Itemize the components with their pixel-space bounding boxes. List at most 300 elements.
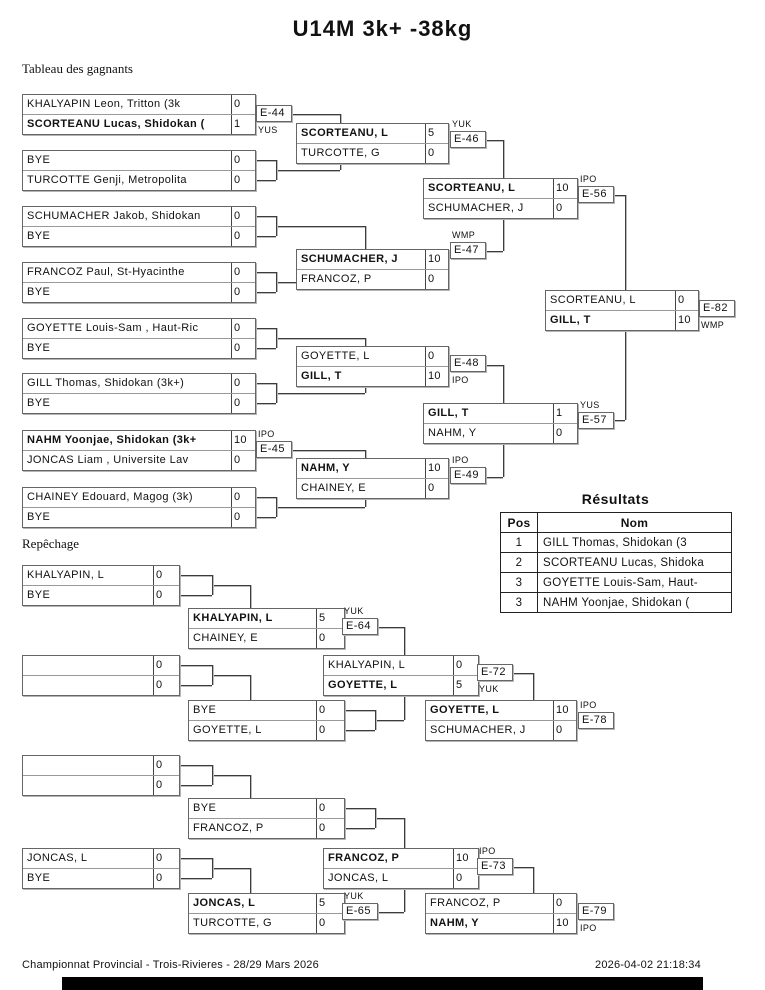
bracket-line	[290, 114, 340, 115]
match-row	[189, 701, 344, 720]
bracket-line	[212, 575, 213, 595]
match-box	[296, 458, 449, 499]
bracket-line	[178, 878, 212, 879]
bracket-line	[533, 867, 534, 893]
player-score: 0	[553, 199, 577, 218]
match-number-tag: E-82	[699, 300, 735, 317]
results-header-pos: Pos	[501, 513, 538, 533]
player-score: 0	[316, 629, 344, 648]
match-number-tag: E-46	[450, 131, 486, 148]
player-name: FRANCOZ, P	[328, 852, 400, 864]
bracket-line	[343, 808, 375, 809]
player-score: 0	[316, 819, 344, 838]
match-row	[23, 374, 255, 393]
match-row	[23, 775, 179, 795]
win-type-label: WMP	[701, 320, 725, 330]
match-row	[324, 656, 478, 675]
match-row	[23, 675, 179, 695]
bracket-line	[250, 585, 251, 608]
bracket-line	[343, 730, 375, 731]
player-score: 0	[231, 488, 255, 507]
bracket-line	[290, 450, 365, 451]
bracket-line	[254, 180, 276, 181]
player-score: 0	[231, 171, 255, 190]
player-name: FRANCOZ Paul, St-Hyacinthe	[27, 266, 185, 278]
match-row	[297, 366, 448, 386]
player-name: GILL, T	[301, 370, 342, 382]
match-box	[22, 487, 256, 528]
player-name: NAHM, Y	[430, 917, 480, 929]
bracket-line	[178, 858, 212, 859]
match-row	[297, 124, 448, 143]
match-box	[22, 206, 256, 247]
match-number-tag: E-56	[578, 186, 614, 203]
player-name	[23, 756, 153, 775]
win-type-label: IPO	[580, 700, 597, 710]
player-name: BYE	[27, 342, 51, 354]
bracket-line	[178, 765, 212, 766]
player-name: KHALYAPIN, L	[27, 569, 105, 581]
bracket-line	[375, 720, 404, 721]
match-row	[23, 170, 255, 190]
player-score: 10	[553, 701, 576, 720]
player-score: 10	[425, 250, 448, 269]
bracket-line	[276, 282, 296, 283]
match-row	[23, 95, 255, 114]
match-number-tag: E-44	[256, 105, 292, 122]
match-box	[22, 94, 256, 135]
bracket-line	[343, 710, 375, 711]
bracket-line	[276, 170, 340, 171]
winners-section-label: Tableau des gagnants	[22, 61, 133, 76]
bracket-line	[254, 383, 276, 384]
player-name: FRANCOZ, P	[193, 822, 264, 834]
match-box	[188, 608, 345, 649]
match-box	[22, 262, 256, 303]
player-score: 5	[316, 894, 344, 913]
player-name: SCORTEANU, L	[301, 127, 389, 139]
player-name: FRANCOZ, P	[430, 897, 501, 909]
bracket-line	[212, 665, 213, 685]
player-name: TURCOTTE, G	[193, 917, 272, 929]
bracket-line	[365, 450, 366, 458]
player-score: 0	[231, 374, 255, 393]
player-score: 0	[153, 586, 179, 605]
win-type-label: IPO	[452, 375, 469, 385]
match-row	[297, 478, 448, 498]
results-title: Résultats	[581, 491, 650, 507]
player-name: GOYETTE, L	[193, 724, 262, 736]
player-score: 0	[675, 291, 698, 310]
bracket-line	[178, 575, 212, 576]
match-row	[23, 849, 179, 868]
bracket-line	[503, 140, 504, 178]
bracket-line	[276, 507, 365, 508]
player-score: 10	[553, 179, 577, 198]
win-type-label: IPO	[580, 923, 597, 933]
bracket-line	[503, 365, 504, 403]
bracket-line	[375, 808, 376, 828]
bracket-line	[484, 477, 503, 478]
win-type-label: IPO	[479, 846, 496, 856]
match-box	[22, 430, 256, 471]
player-score: 0	[425, 144, 448, 163]
bracket-line	[376, 627, 404, 628]
bracket-line	[276, 338, 365, 339]
player-name: JONCAS Liam , Universite Lav	[27, 454, 189, 466]
bracket-line	[503, 218, 504, 251]
bracket-line	[375, 818, 404, 819]
bracket-line	[212, 675, 250, 676]
player-name: BYE	[27, 397, 51, 409]
player-score: 1	[553, 404, 577, 423]
player-score: 0	[453, 869, 478, 888]
bracket-line	[625, 330, 626, 420]
match-row	[23, 656, 179, 675]
match-row	[23, 868, 179, 888]
match-row	[23, 319, 255, 338]
match-row	[23, 431, 255, 450]
player-score: 0	[553, 894, 576, 913]
player-score: 10	[425, 459, 448, 478]
bracket-line	[254, 517, 276, 518]
player-name: GOYETTE, L	[301, 350, 370, 362]
match-row	[23, 338, 255, 358]
match-number-tag: E-78	[578, 712, 614, 729]
bracket-line	[376, 912, 404, 913]
bracket-line	[484, 365, 503, 366]
match-row	[23, 450, 255, 470]
match-box	[323, 848, 479, 889]
player-score: 0	[425, 347, 448, 366]
match-row	[23, 226, 255, 246]
match-row	[297, 347, 448, 366]
bracket-line	[254, 272, 276, 273]
match-number-tag: E-79	[578, 903, 614, 920]
win-type-label: YUS	[580, 400, 600, 410]
bracket-line	[533, 673, 534, 700]
player-score: 0	[425, 479, 448, 498]
match-number-tag: E-72	[477, 664, 513, 681]
player-name: CHAINEY, E	[301, 482, 366, 494]
match-number-tag: E-47	[450, 242, 486, 259]
footer-event-info: Championnat Provincial - Trois-Rivieres - 28/29 Mars 2026	[22, 959, 319, 971]
player-name: BYE	[27, 230, 51, 242]
bracket-line	[276, 328, 277, 348]
bracket-line	[365, 498, 366, 507]
win-type-label: IPO	[580, 174, 597, 184]
result-nom: GILL Thomas, Shidokan (3	[538, 533, 732, 553]
player-name: GILL, T	[428, 407, 469, 419]
match-row	[189, 818, 344, 838]
player-name: GOYETTE Louis-Sam , Haut-Ric	[27, 322, 199, 334]
results-row	[501, 593, 732, 613]
repechage-section-label: Repêchage	[22, 536, 80, 551]
bracket-line	[484, 251, 503, 252]
player-score: 0	[231, 394, 255, 413]
player-score: 5	[425, 124, 448, 143]
bracket-line	[254, 497, 276, 498]
player-score: 5	[453, 676, 478, 695]
bracket-line	[404, 888, 405, 912]
player-name: SCHUMACHER, J	[428, 202, 524, 214]
player-score: 1	[231, 115, 255, 134]
player-score: 0	[553, 721, 576, 740]
match-box	[22, 655, 180, 696]
bracket-line	[404, 818, 405, 848]
match-box	[188, 700, 345, 741]
footer-timestamp: 2026-04-02 21:18:34	[595, 959, 701, 971]
match-row	[23, 282, 255, 302]
bracket-line	[503, 443, 504, 477]
player-name: GILL, T	[550, 314, 591, 326]
player-name: NAHM Yoonjae, Shidokan (3k+	[27, 434, 197, 446]
match-row	[189, 609, 344, 628]
match-box	[296, 346, 449, 387]
bracket-line	[212, 765, 213, 785]
bracket-line	[340, 114, 341, 123]
bracket-line	[276, 160, 277, 180]
player-name: GOYETTE, L	[430, 704, 500, 716]
match-row	[297, 269, 448, 289]
bracket-line	[276, 383, 277, 403]
match-number-tag: E-64	[342, 618, 378, 635]
player-score: 0	[231, 207, 255, 226]
match-row	[23, 756, 179, 775]
result-nom: SCORTEANU Lucas, Shidoka	[538, 553, 732, 573]
player-name: GILL Thomas, Shidokan (3k+)	[27, 377, 185, 389]
player-name: JONCAS, L	[328, 872, 389, 884]
player-score: 0	[316, 914, 344, 933]
player-score: 10	[553, 914, 576, 933]
match-box	[188, 798, 345, 839]
bracket-line	[375, 710, 376, 730]
result-pos: 2	[501, 553, 538, 573]
bracket-line	[250, 675, 251, 700]
match-number-tag: E-45	[256, 441, 292, 458]
bracket-line	[340, 163, 341, 170]
player-name: CHAINEY, E	[193, 632, 258, 644]
player-name: SCHUMACHER Jakob, Shidokan	[27, 210, 201, 222]
bracket-line	[254, 348, 276, 349]
player-name: BYE	[193, 802, 217, 814]
player-name: BYE	[27, 286, 51, 298]
result-pos: 1	[501, 533, 538, 553]
match-row	[23, 114, 255, 134]
bracket-line	[254, 403, 276, 404]
bracket-line	[511, 867, 533, 868]
player-score: 5	[316, 609, 344, 628]
player-name: BYE	[27, 872, 51, 884]
match-row	[424, 423, 577, 443]
match-row	[23, 393, 255, 413]
results-table	[500, 512, 732, 613]
player-name: SCHUMACHER, J	[301, 253, 398, 265]
bracket-line	[365, 226, 366, 249]
bracket-line	[250, 868, 251, 893]
bracket-line	[511, 673, 533, 674]
player-name: SCHUMACHER, J	[430, 724, 526, 736]
match-row	[424, 404, 577, 423]
player-score: 0	[316, 701, 344, 720]
bracket-line	[343, 828, 375, 829]
match-row	[426, 894, 576, 913]
match-row	[297, 143, 448, 163]
player-name: BYE	[27, 589, 51, 601]
result-pos: 3	[501, 593, 538, 613]
bracket-line	[365, 386, 366, 393]
player-score: 10	[425, 367, 448, 386]
player-name: GOYETTE, L	[328, 679, 398, 691]
bracket-line	[178, 685, 212, 686]
bracket-line	[212, 585, 250, 586]
bracket-line	[212, 868, 250, 869]
bracket-line	[254, 216, 276, 217]
player-name: BYE	[27, 154, 51, 166]
results-header-nom: Nom	[538, 513, 732, 533]
match-box	[188, 893, 345, 934]
match-row	[189, 720, 344, 740]
win-type-label: IPO	[452, 455, 469, 465]
player-score: 0	[231, 451, 255, 470]
match-number-tag: E-65	[342, 903, 378, 920]
match-row	[189, 913, 344, 933]
player-score: 0	[231, 339, 255, 358]
bracket-line	[212, 775, 250, 776]
player-name: SCORTEANU, L	[428, 182, 516, 194]
match-row	[424, 198, 577, 218]
bracket-line	[404, 627, 405, 655]
match-row	[23, 151, 255, 170]
win-type-label: YUK	[344, 606, 364, 616]
bracket-line	[178, 595, 212, 596]
match-row	[426, 720, 576, 740]
player-score: 10	[675, 311, 698, 330]
match-row	[546, 291, 698, 310]
player-score: 0	[316, 799, 344, 818]
match-box	[22, 755, 180, 796]
result-pos: 3	[501, 573, 538, 593]
match-box	[423, 178, 578, 219]
bracket-line	[254, 236, 276, 237]
player-name: NAHM, Y	[301, 462, 351, 474]
match-box	[22, 373, 256, 414]
win-type-label: YUK	[452, 119, 472, 129]
player-score: 0	[231, 283, 255, 302]
player-name: KHALYAPIN Leon, Tritton (3k	[27, 98, 181, 110]
win-type-label: YUS	[258, 125, 278, 135]
bottom-bar	[62, 977, 703, 990]
player-score: 0	[316, 721, 344, 740]
bracket-line	[178, 665, 212, 666]
player-name: TURCOTTE, G	[301, 147, 380, 159]
player-score: 0	[153, 756, 179, 775]
bracket-line	[625, 195, 626, 290]
match-row	[324, 675, 478, 695]
bracket-line	[254, 328, 276, 329]
match-box	[296, 249, 449, 290]
player-score: 0	[153, 566, 179, 585]
player-score: 0	[153, 849, 179, 868]
bracket-line	[365, 338, 366, 346]
match-number-tag: E-57	[578, 412, 614, 429]
match-row	[23, 207, 255, 226]
match-row	[189, 894, 344, 913]
match-row	[23, 566, 179, 585]
bracket-line	[212, 858, 213, 878]
match-box	[323, 655, 479, 696]
match-row	[23, 488, 255, 507]
match-box	[22, 565, 180, 606]
match-row	[424, 179, 577, 198]
bracket-line	[178, 785, 212, 786]
match-box	[425, 700, 577, 741]
result-nom: NAHM Yoonjae, Shidokan (	[538, 593, 732, 613]
bracket-line	[276, 226, 365, 227]
match-row	[23, 585, 179, 605]
match-row	[426, 913, 576, 933]
player-score: 0	[153, 676, 179, 695]
player-score: 10	[231, 431, 255, 450]
player-name: NAHM, Y	[428, 427, 477, 439]
match-row	[23, 507, 255, 527]
match-row	[324, 849, 478, 868]
match-box	[545, 290, 699, 331]
results-row	[501, 553, 732, 573]
bracket-line	[276, 272, 277, 292]
match-box	[296, 123, 449, 164]
win-type-label: YUK	[344, 891, 364, 901]
bracket-line	[254, 292, 276, 293]
match-row	[189, 799, 344, 818]
bracket-line	[484, 140, 503, 141]
results-row	[501, 533, 732, 553]
match-row	[297, 250, 448, 269]
match-box	[22, 848, 180, 889]
player-name	[23, 776, 153, 795]
player-name: BYE	[27, 511, 51, 523]
bracket-line	[276, 497, 277, 517]
player-name	[23, 676, 153, 695]
win-type-label: YUK	[479, 684, 499, 694]
match-box	[22, 318, 256, 359]
player-score: 0	[153, 776, 179, 795]
player-name: CHAINEY Edouard, Magog (3k)	[27, 491, 193, 503]
match-row	[546, 310, 698, 330]
match-box	[22, 150, 256, 191]
player-score: 0	[231, 263, 255, 282]
page-title: U14M 3k+ -38kg	[292, 16, 473, 41]
bracket-line	[254, 160, 276, 161]
player-score: 0	[231, 508, 255, 527]
match-row	[23, 263, 255, 282]
match-row	[426, 701, 576, 720]
player-score: 0	[231, 319, 255, 338]
match-number-tag: E-49	[450, 467, 486, 484]
player-name: JONCAS, L	[27, 852, 88, 864]
player-name: SCORTEANU, L	[550, 294, 636, 306]
player-score: 0	[453, 656, 478, 675]
match-number-tag: E-73	[477, 858, 513, 875]
player-name: JONCAS, L	[193, 897, 256, 909]
win-type-label: IPO	[258, 429, 275, 439]
match-row	[297, 459, 448, 478]
player-name: SCORTEANU Lucas, Shidokan (	[27, 118, 205, 130]
match-row	[189, 628, 344, 648]
result-nom: GOYETTE Louis-Sam, Haut-	[538, 573, 732, 593]
results-row	[501, 573, 732, 593]
match-row	[324, 868, 478, 888]
